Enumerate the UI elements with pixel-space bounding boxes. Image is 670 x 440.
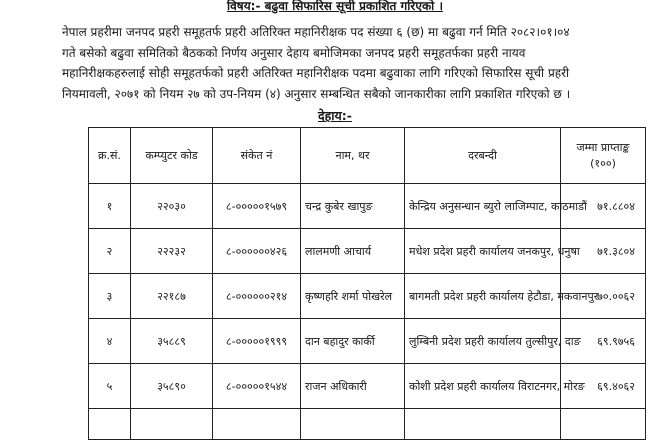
cell-name: लालमणी आचार्य xyxy=(301,229,405,274)
cell-empty xyxy=(405,409,561,440)
cell-office: बागमती प्रदेश प्रहरी कार्यालय हेटौडा, मकवानपुर xyxy=(405,274,561,319)
cell-empty xyxy=(131,409,213,440)
table-header-row xyxy=(89,128,646,184)
cell-symbol: ८-०००००१९९९ xyxy=(213,319,301,364)
header-total-marks xyxy=(561,128,646,184)
cell-sn: ३ xyxy=(89,274,131,319)
header-symbol-number: संकेत नं xyxy=(213,128,301,184)
subject-line: विषय:- बढुवा सिफारिस सूची प्रकाशित गरिएको । xyxy=(227,0,443,13)
header-total-marks-label: जम्मा प्राप्ताङ्क xyxy=(576,140,630,154)
cell-sn: ५ xyxy=(89,364,131,409)
cell-marks: ६९.४०६२ xyxy=(561,364,646,409)
table-row xyxy=(89,319,646,364)
notice-paragraph xyxy=(62,22,642,104)
cell-name: चन्द्र कुबेर खापुङ xyxy=(301,184,405,229)
table-row xyxy=(89,364,646,409)
cell-empty xyxy=(213,409,301,440)
header-office: दरबन्दी xyxy=(405,128,561,184)
cell-symbol: ८-००००००४२६ xyxy=(213,229,301,274)
cell-sn: ४ xyxy=(89,319,131,364)
cell-sn: १ xyxy=(89,184,131,229)
cell-name: कृष्णहरि शर्मा पोखरेल xyxy=(301,274,405,319)
cell-name: राजन अधिकारी xyxy=(301,364,405,409)
paragraph-line: गते बसेको बढुवा समितिको बैठकको निर्णय अनुसार देहाय बमोजिमका जनपद प्रहरी समूहतर्फका प्रहरी नायव xyxy=(62,45,526,60)
cell-sn: २ xyxy=(89,229,131,274)
cell-empty xyxy=(561,409,646,440)
table-row-cut-off xyxy=(89,409,646,440)
cell-code: २२२३२ xyxy=(131,229,213,274)
cell-office: लुम्बिनी प्रदेश प्रहरी कार्यालय तुल्सीपुर, दाङ xyxy=(405,319,561,364)
paragraph-line: नेपाल प्रहरीमा जनपद प्रहरी समूहतर्फ प्रहरी अतिरिक्त महानिरीक्षक पद संख्या ६ (छ) मा बढुवा गर्न मिति २०८२।०१।०४ xyxy=(62,25,570,39)
table-row xyxy=(89,274,646,319)
cell-office: केन्द्रिय अनुसन्धान ब्युरो लाजिम्पाट, काठमाडौं xyxy=(405,184,561,229)
cell-marks: ७०.००६२ xyxy=(561,274,646,319)
cell-symbol: ८-००००००२१४ xyxy=(213,274,301,319)
cell-marks: ७१.८८०४ xyxy=(561,184,646,229)
cell-name: दान बहादुर कार्की xyxy=(301,319,405,364)
header-sn: क्र.सं. xyxy=(89,128,131,184)
cell-marks: ७१.३८०४ xyxy=(561,229,646,274)
cell-code: २२१८७ xyxy=(131,274,213,319)
cell-marks: ६९.९७५६ xyxy=(561,319,646,364)
dehay-heading: देहाय:- xyxy=(318,108,352,123)
paragraph-line: महानिरीक्षकहरुलाई सोही समूहतर्फको प्रहरी अतिरिक्त महानिरीक्षक पदमा बढुवाका लागि गरिएको सिफारिस सूची प्रहरी xyxy=(62,66,570,80)
table-row xyxy=(89,229,646,274)
cell-code: ३५८८९ xyxy=(131,319,213,364)
cell-empty xyxy=(89,409,131,440)
table-row xyxy=(89,184,646,229)
cell-symbol: ८-०००००१५७९ xyxy=(213,184,301,229)
header-computer-code: कम्प्युटर कोड xyxy=(131,128,213,184)
cell-office: मधेश प्रदेश प्रहरी कार्यालय जनकपुर, धनुषा xyxy=(405,229,561,274)
recommendation-table xyxy=(88,127,646,440)
cell-empty xyxy=(301,409,405,440)
header-name: नाम, थर xyxy=(301,128,405,184)
header-total-marks-max: (१००) xyxy=(590,156,616,170)
cell-symbol: ८-०००००१५४४ xyxy=(213,364,301,409)
cell-office: कोशी प्रदेश प्रहरी कार्यालय विराटनगर, मोरङ xyxy=(405,364,561,409)
paragraph-line: नियमावली, २०७१ को नियम २७ को उप-नियम (४) अनुसार सम्बन्धित सबैको जानकारीका लागि प्रकाशित गरिएको छ । xyxy=(62,86,571,101)
cell-code: ३५८९० xyxy=(131,364,213,409)
cell-code: २२०३० xyxy=(131,184,213,229)
